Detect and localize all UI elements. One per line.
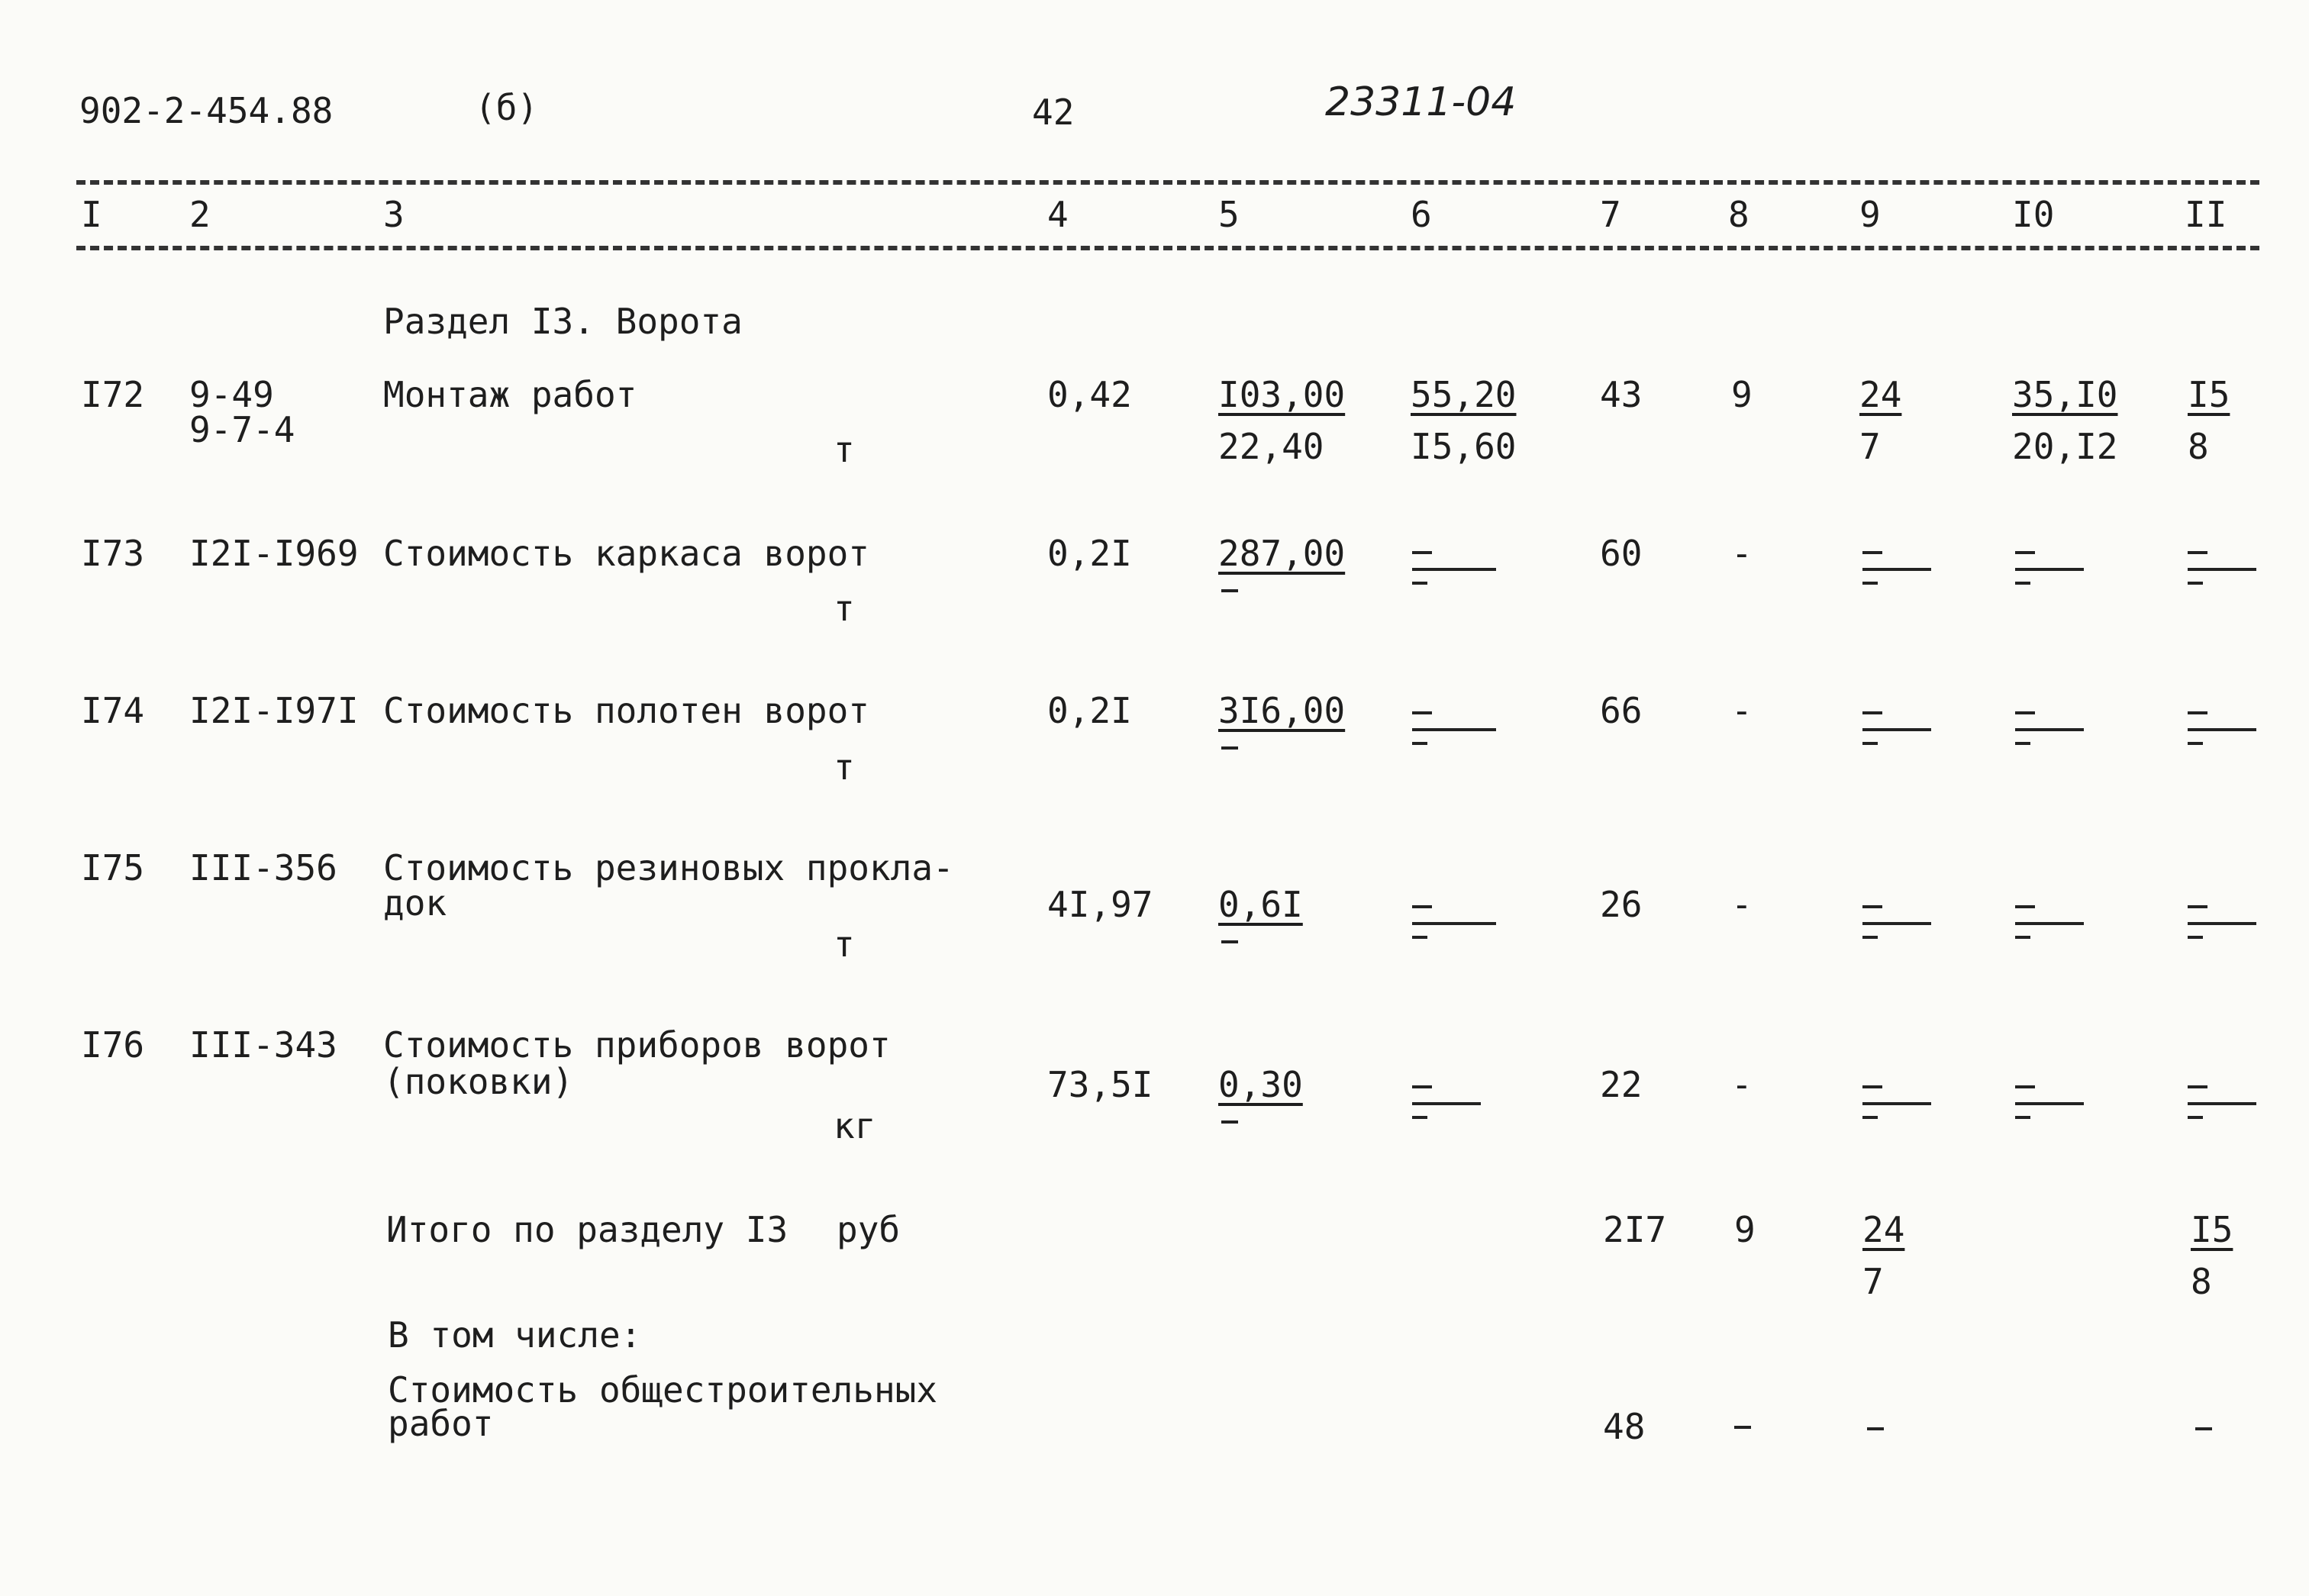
row-quantity: 0,42 — [1047, 374, 1132, 415]
col5-top-value: 0,6I — [1218, 884, 1303, 925]
col7-value: 66 — [1600, 690, 1643, 731]
col11-top-value: I5 — [2188, 374, 2230, 415]
column-header: 7 — [1600, 194, 1621, 235]
col9-empty-mark — [1862, 1082, 1931, 1122]
column-header: 3 — [383, 194, 405, 235]
row-number: I74 — [81, 690, 145, 731]
row-quantity: 73,5I — [1047, 1064, 1153, 1105]
col5-top-value: I03,00 — [1218, 374, 1346, 415]
row-number: I72 — [81, 374, 145, 415]
subtotal-col9-empty-mark — [1867, 1427, 1884, 1430]
col8-value: - — [1731, 884, 1753, 925]
col10-top-value: 35,I0 — [2012, 374, 2118, 415]
col9-bottom-value: 7 — [1859, 426, 1881, 467]
col5-empty-mark — [1221, 940, 1238, 943]
total-col11-bottom-value: 8 — [2191, 1261, 2212, 1302]
col6-empty-mark — [1412, 1082, 1481, 1122]
total-col11-top-value: I5 — [2191, 1209, 2233, 1250]
row-code: III-356 — [189, 847, 337, 888]
col5-empty-mark — [1221, 1120, 1238, 1124]
total-unit: руб — [837, 1209, 901, 1250]
subtotal-label: Стоимость общестроительных — [388, 1369, 938, 1411]
row-code: 9-49 — [189, 374, 274, 415]
col6-empty-mark — [1412, 708, 1496, 748]
row-unit: т — [834, 746, 855, 788]
col7-value: 60 — [1600, 533, 1643, 574]
header-rule-top — [76, 180, 2259, 185]
document-number: 902-2-454.88 — [79, 90, 334, 131]
row-description: Стоимость каркаса ворот — [383, 533, 869, 574]
column-header: 4 — [1047, 194, 1069, 235]
page-number: 42 — [1032, 92, 1075, 133]
section-mark: (б) — [475, 87, 539, 128]
col5-empty-mark — [1221, 589, 1238, 592]
column-header: 2 — [189, 194, 211, 235]
col6-top-value: 55,20 — [1411, 374, 1517, 415]
row-code-secondary: 9-7-4 — [189, 409, 295, 450]
col9-empty-mark — [1862, 548, 1931, 588]
row-code: III-343 — [189, 1024, 337, 1066]
col7-value: 26 — [1600, 884, 1643, 925]
col7-value: 22 — [1600, 1064, 1643, 1105]
row-code: I2I-I969 — [189, 533, 359, 574]
row-description: Монтаж работ — [383, 374, 637, 415]
handwritten-code: 23311-04 — [1325, 79, 1517, 125]
col8-value: - — [1731, 690, 1753, 731]
col6-bottom-value: I5,60 — [1411, 426, 1517, 467]
col8-value: - — [1731, 1064, 1753, 1105]
row-description: Стоимость приборов ворот — [383, 1024, 891, 1066]
col8-value: - — [1731, 533, 1753, 574]
column-header: I0 — [2012, 194, 2055, 235]
column-header: 9 — [1859, 194, 1881, 235]
total-col9-top-value: 24 — [1862, 1209, 1905, 1250]
col5-empty-mark — [1221, 746, 1238, 750]
col10-bottom-value: 20,I2 — [2012, 426, 2118, 467]
row-unit: т — [834, 588, 855, 629]
row-quantity: 0,2I — [1047, 533, 1132, 574]
row-description-continued: док — [383, 882, 447, 924]
column-header: II — [2185, 194, 2227, 235]
col10-empty-mark — [2015, 902, 2084, 942]
row-number: I75 — [81, 847, 145, 888]
row-description-continued: (поковки) — [383, 1061, 574, 1102]
column-header: I — [81, 194, 102, 235]
header-rule-bottom — [76, 246, 2259, 250]
row-quantity: 0,2I — [1047, 690, 1132, 731]
col8-value: 9 — [1731, 374, 1753, 415]
col11-empty-mark — [2188, 902, 2256, 942]
col5-bottom-value: 22,40 — [1218, 426, 1324, 467]
column-header: 6 — [1411, 194, 1432, 235]
total-label: Итого по разделу I3 — [386, 1209, 788, 1250]
col5-top-value: 287,00 — [1218, 533, 1346, 574]
subtotal-col11-empty-mark — [2195, 1427, 2212, 1430]
row-unit: т — [834, 924, 855, 965]
including-label: В том числе: — [388, 1314, 642, 1356]
col5-top-value: 0,30 — [1218, 1064, 1303, 1105]
col9-empty-mark — [1862, 708, 1931, 748]
section-title: Раздел I3. Ворота — [383, 301, 743, 342]
column-header: 5 — [1218, 194, 1240, 235]
col11-empty-mark — [2188, 548, 2256, 588]
col6-empty-mark — [1412, 902, 1496, 942]
row-unit: т — [834, 429, 855, 470]
col5-top-value: 3I6,00 — [1218, 690, 1346, 731]
column-header: 8 — [1728, 194, 1749, 235]
total-col7-value: 2I7 — [1603, 1209, 1667, 1250]
row-number: I76 — [81, 1024, 145, 1066]
subtotal-label-continued: работ — [388, 1403, 494, 1444]
row-description: Стоимость резиновых прокла- — [383, 847, 954, 888]
col7-value: 43 — [1600, 374, 1643, 415]
col10-empty-mark — [2015, 548, 2084, 588]
row-quantity: 4I,97 — [1047, 884, 1153, 925]
col9-empty-mark — [1862, 902, 1931, 942]
col11-empty-mark — [2188, 708, 2256, 748]
col6-empty-mark — [1412, 548, 1496, 588]
subtotal-col8-empty-mark — [1734, 1426, 1751, 1429]
subtotal-col7-value: 48 — [1603, 1406, 1646, 1447]
col10-empty-mark — [2015, 1082, 2084, 1122]
col9-top-value: 24 — [1859, 374, 1902, 415]
col10-empty-mark — [2015, 708, 2084, 748]
col11-bottom-value: 8 — [2188, 426, 2209, 467]
row-unit: кг — [834, 1105, 876, 1146]
total-col9-bottom-value: 7 — [1862, 1261, 1884, 1302]
row-code: I2I-I97I — [189, 690, 359, 731]
total-col8-value: 9 — [1734, 1209, 1756, 1250]
col11-empty-mark — [2188, 1082, 2256, 1122]
row-number: I73 — [81, 533, 145, 574]
row-description: Стоимость полотен ворот — [383, 690, 869, 731]
